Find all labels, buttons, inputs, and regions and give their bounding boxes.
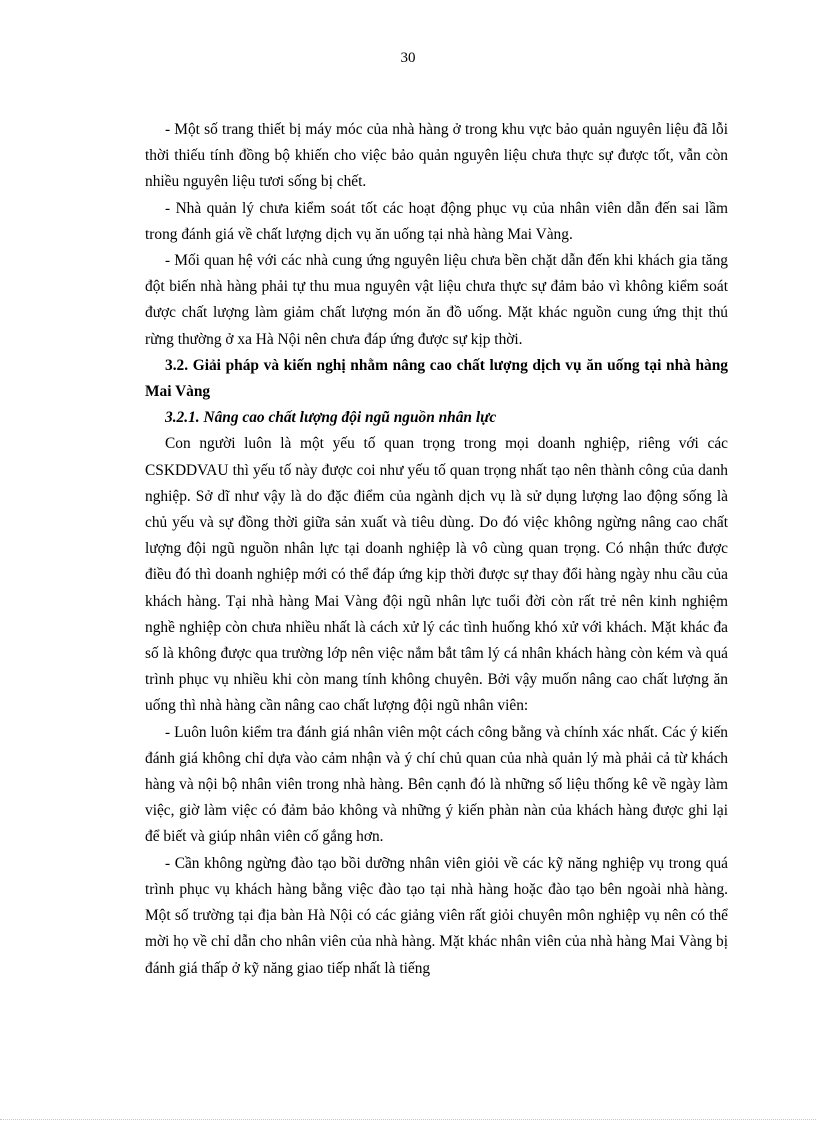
page-number: 30 [400, 50, 416, 66]
paragraph: - Cần không ngừng đào tạo bồi dưỡng nhân viên giỏi về các kỹ năng nghiệp vụ trong quá trình phục vụ khách hàng bằng việc đào tạo tại nhà hàng hoặc đào tạo bên ngoài nhà hàng. Một số trường tại địa bàn Hà Nội có các giảng viên rất giỏi chuyên môn nghiệp vụ nên có thể mời họ về chỉ dẫn cho nhân viên của nhà hàng. Mặt khác nhân viên của nhà hàng Mai Vàng bị đánh giá thấp ở kỹ năng giao tiếp nhất là tiếng [145, 854, 728, 977]
paragraph: - Luôn luôn kiểm tra đánh giá nhân viên một cách công bằng và chính xác nhất. Các ý kiến đánh giá không chỉ dựa vào cảm nhận và ý chí chủ quan của nhà quản lý mà phải cả từ khách hàng và nội bộ nhân viên trong nhà hàng. Bên cạnh đó là những số liệu thống kê về ngày làm việc, giờ làm việc có đảm bảo không và những ý kiến phàn nàn của khách hàng được ghi lại để biết và giúp nhân viên cố gắng hơn. [145, 723, 728, 846]
document-body [145, 117, 728, 982]
paragraph: - Nhà quản lý chưa kiểm soát tốt các hoạt động phục vụ của nhân viên dẫn đến sai lầm trong đánh giá về chất lượng dịch vụ ăn uống tại nhà hàng Mai Vàng. [145, 199, 728, 243]
paragraph: Con người luôn là một yếu tố quan trọng trong mọi doanh nghiệp, riêng với các CSKDDVAU thì yếu tố này được coi như yếu tố quan trọng nhất tạo nên thành công của danh nghiệp. Sở dĩ như vậy là do đặc điểm của ngành dịch vụ là sử dụng lượng lao động sống là chủ yếu và sự đồng thời giữa sản xuất và tiêu dùng. Do đó việc không ngừng nâng cao chất lượng đội ngũ nguồn nhân lực tại doanh nghiệp là vô cùng quan trọng. Có nhận thức được điều đó thì doanh nghiệp mới có thể đáp ứng kịp thời được sự thay đổi hàng ngày nhu cầu của khách hàng. Tại nhà hàng Mai Vàng đội ngũ nhân lực tuổi đời còn rất trẻ nên kinh nghiệm nghề nghiệp còn chưa nhiều nhất là cách xử lý các tình huống khó xử với khách. Mặt khác đa số là không được qua trường lớp nên việc nắm bắt tâm lý cá nhân khách hàng còn kém và quá trình phục vụ nhiều khi còn mang tính không chuyên. Bởi vậy muốn nâng cao chất lượng ăn uống thì nhà hàng cần nâng cao chất lượng đội ngũ nhân viên: [145, 435, 728, 715]
section-heading: 3.2. Giải pháp và kiến nghị nhằm nâng cao chất lượng dịch vụ ăn uống tại nhà hàng Mai Vàng [145, 356, 728, 401]
paragraph: - Một số trang thiết bị máy móc của nhà hàng ở trong khu vực bảo quản nguyên liệu đã lỗi thời thiếu tính đồng bộ khiến cho việc bảo quản nguyên liệu chưa thực sự được tốt, vẫn còn nhiều nguyên liệu tươi sống bị chết. [145, 121, 728, 191]
page-bottom-rule [0, 1119, 816, 1120]
paragraph: - Mối quan hệ với các nhà cung ứng nguyên liệu chưa bền chặt dẫn đến khi khách gia tăng đột biến nhà hàng phải tự thu mua nguyên vật liệu chưa thực sự đảm bảo vì không kiểm soát được chất lượng làm giảm chất lượng món ăn đồ uống. Mặt khác nguồn cung ứng thịt thú rừng thường ở xa Hà Nội nên chưa đáp ứng được sự kịp thời. [145, 252, 728, 348]
subsection-heading: 3.2.1. Nâng cao chất lượng đội ngũ nguồn nhân lực [165, 409, 497, 427]
